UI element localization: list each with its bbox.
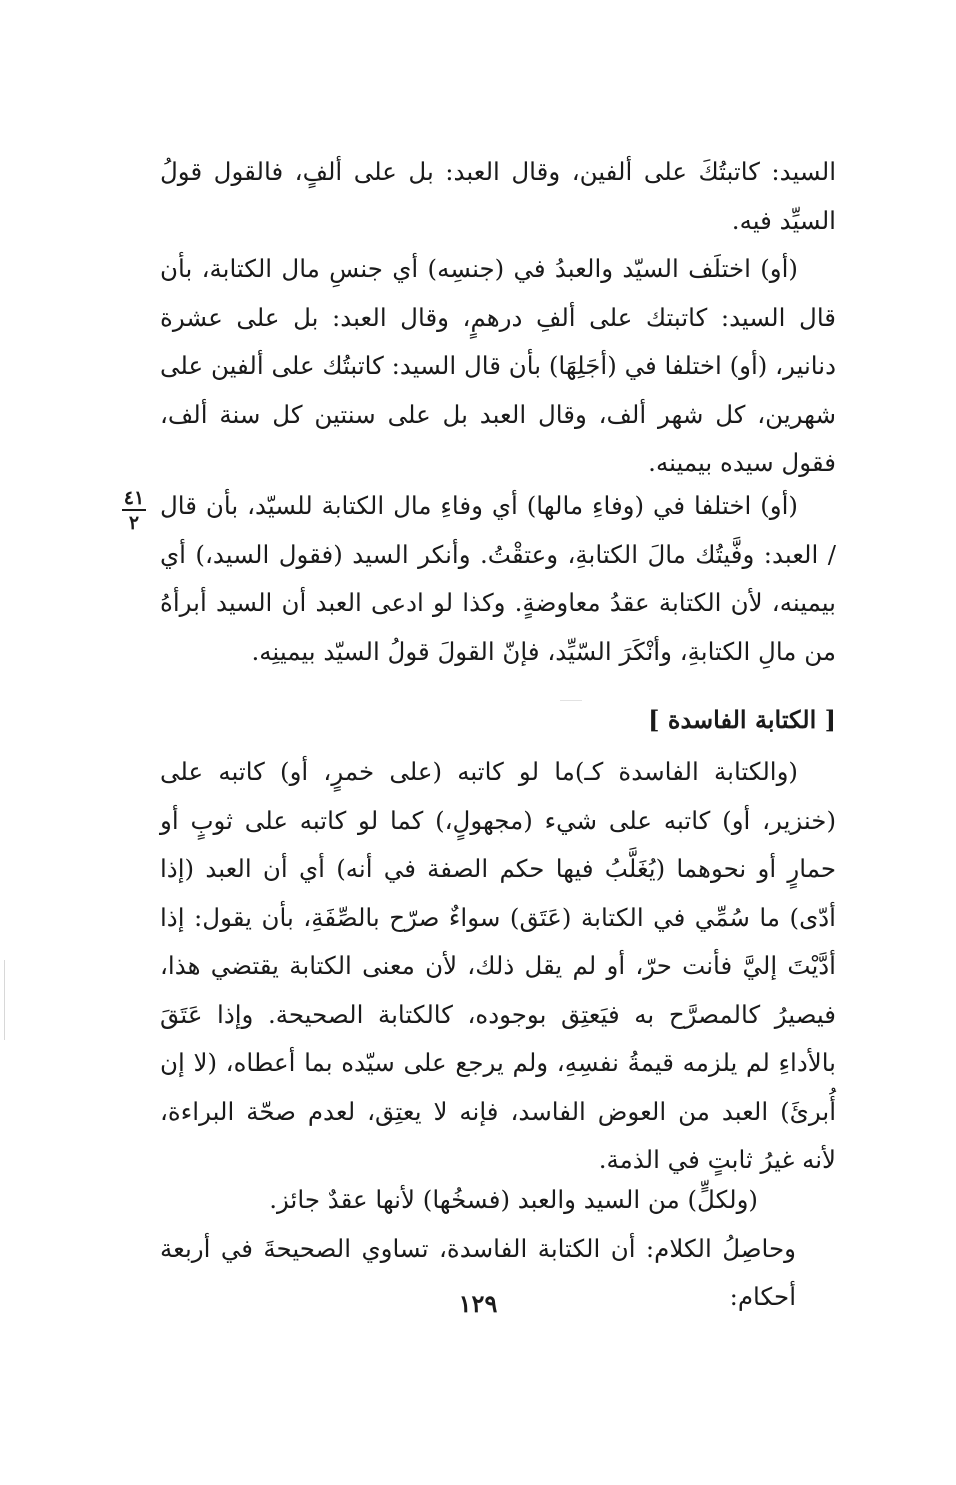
- margin-reference-denominator: ٢: [128, 512, 140, 534]
- paragraph-jins-ajal: (أو) اختلَف السيّد والعبدُ في (جنسِه) أي جنسِ مال الكتابة، بأن قال السيد: كاتبتك على ألفِ درهمٍ، وقال العبد: بل على عشرة دنانير، (أو) اختلفا في (أجَلِهَا) بأن قال السيد: كاتبتُك على ألفين على شهرين، كل شهر ألف، وقال العبد بل على سنتين كل سنة ألف، فقول سيده بيمينه.: [160, 254, 836, 477]
- margin-reference-numerator: ٤١: [123, 487, 145, 509]
- paragraph-wafa: (أو) اختلفا في (وفاءِ مالها) أي وفاءِ مال الكتابة للسيّد، بأن قال / العبد: وفَّيتُك مالَ الكتابةِ، وعتقْتُ. وأنكر السيد (فقول السيد،) أي بيمينه، لأن الكتابة عقدُ معاوضةٍ. وكذا لو ادعى العبد أن السيد أبرأهُ من مالِ الكتابةِ، وأنْكَرَ السّيِّد، فإنّ القولَ قولُ السيّد بيمينِه.: [160, 491, 836, 666]
- text-block-wafa: [160, 482, 836, 676]
- text-block-top: [160, 148, 836, 488]
- paragraph-hasil: وحاصِلُ الكلام: أن الكتابة الفاسدة، تساوي الصحيحةَ في أربعة أحكام:: [160, 1233, 796, 1311]
- paragraph-continuation: السيد: كاتبتُكَ على ألفين، وقال العبد: بل على ألفٍ، فالقول قولُ السيِّد فيه.: [160, 157, 836, 235]
- scan-edge-line: [4, 960, 5, 1040]
- margin-page-reference: [114, 488, 154, 533]
- paragraph-fasakh: (ولكلٍّ) من السيد والعبد (فسخُها) لأنها عقدٌ جائز.: [269, 1185, 758, 1214]
- paragraph-fasida: (والكتابة الفاسدة كـ)ما لو كاتبه (على خمرٍ، أو) كاتبه على (خنزير، أو) كاتبه على شيء (مجهولٍ،) كما لو كاتبه على ثوبٍ أو حمارٍ أو نحوهما (يُغَلَّبُ فيها حكم الصفة في أنه) أي أن العبد (إذا أدّى) ما سُمِّي في الكتابة (عَتَق) سواءٌ صرّح بالصِّفَةِ، بأن يقول: إذا أدَّيْتَ إليَّ فأنت حرّ، أو لم يقل ذلك، لأن معنى الكتابة يقتضي هذا، فيصيرُ كالمصرَّح به فيَعتِق بوجوده، كالكتابة الصحيحة. وإذا عَتَقَ بالأداءِ لم يلزمه قيمةُ نفسِهِ، ولم يرجع على سيّده بما أعطاه، (لا إن أُبرئَ) العبد من العوض الفاسد، فإنه لا يعتِق، لعدم صحّة البراءة، لأنه غيرُ ثابتٍ في الذمة.: [160, 757, 836, 1174]
- text-block-fasida: [160, 748, 836, 1185]
- section-heading: [ الكتابة الفاسدة ]: [648, 705, 836, 734]
- page-number: ١٢٩: [458, 1289, 498, 1318]
